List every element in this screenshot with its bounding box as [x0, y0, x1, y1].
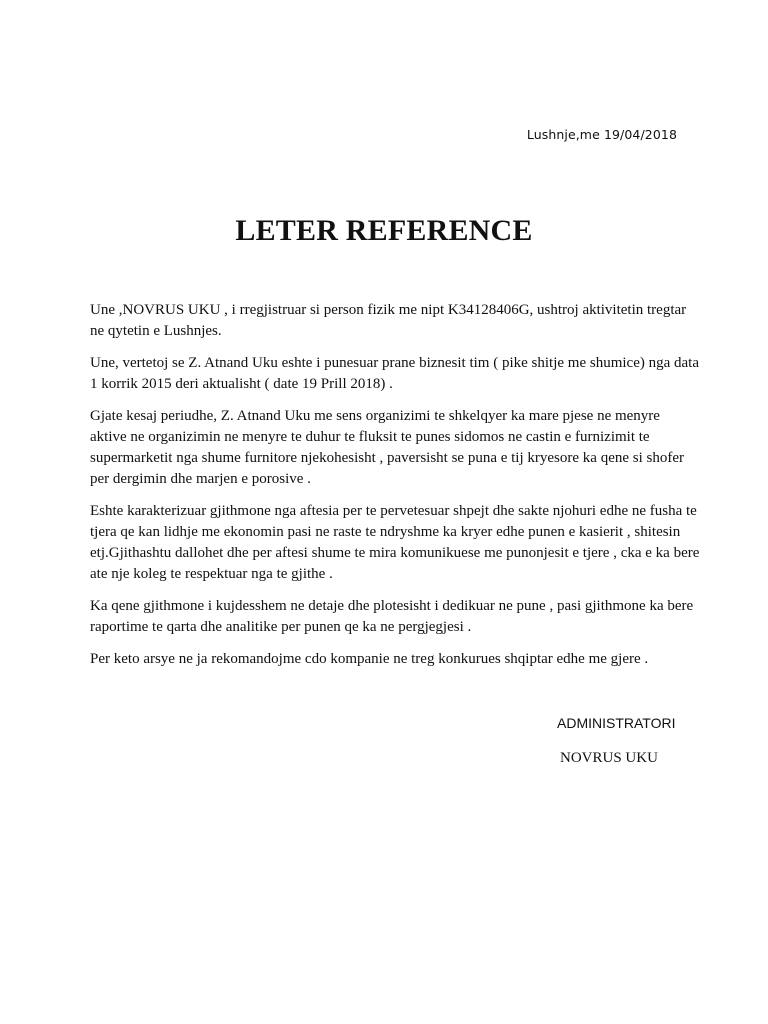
paragraph-skills: Eshte karakterizuar gjithmone nga aftesia per te pervetesuar shpejt dhe sakte njohuri edhe ne fusha te tjera qe kan lidhje me ekonomin pasi ne raste te ndryshme ka kryer edhe punen e kasierit , shitesin etj.Gjithashtu dallohet dhe per aftesi shume te mira komunikuese me punonjesit e tjere , cka e ka bere ate nje koleg te respektuar nga te gjithe . — [90, 503, 700, 582]
date-line: Lushnje,me 19/04/2018 — [526, 127, 677, 142]
document-title: LETER REFERENCE — [235, 214, 533, 247]
paragraph-organization: Gjate kesaj periudhe, Z. Atnand Uku me sens organizimi te shkelqyer ka mare pjese ne menyre aktive ne organizimin ne menyre te duhur te fluksit te punes sidomos ne castin e furnizimit te supermarketit nga shume furnitore njekohesisht , paversisht se puna e tij kryesore ka qene si shofer per dergimin dhe marjen e porosive . — [90, 408, 685, 487]
paragraph-diligence: Ka qene gjithmone i kujdesshem ne detaje dhe plotesisht i dedikuar ne pune , pasi gjithmone ka bere raportime te qarta dhe analitike per punen qe ka ne pergjegjesi . — [90, 598, 694, 635]
paragraph-employment: Une, vertetoj se Z. Atnand Uku eshte i punesuar prane biznesit tim ( pike shitje me shumice) nga data 1 korrik 2015 deri aktualisht ( date 19 Prill 2018) . — [90, 355, 699, 392]
letter-body — [90, 300, 700, 681]
signature-role: ADMINISTRATORI — [557, 715, 676, 731]
signature-name: NOVRUS UKU — [560, 750, 658, 766]
paragraph-intro: Une ,NOVRUS UKU , i rregjistruar si person fizik me nipt K34128406G, ushtroj aktivitetin tregtar ne qytetin e Lushnjes. — [90, 302, 687, 339]
paragraph-recommendation: Per keto arsye ne ja rekomandojme cdo kompanie ne treg konkurues shqiptar edhe me gjere . — [90, 651, 649, 667]
